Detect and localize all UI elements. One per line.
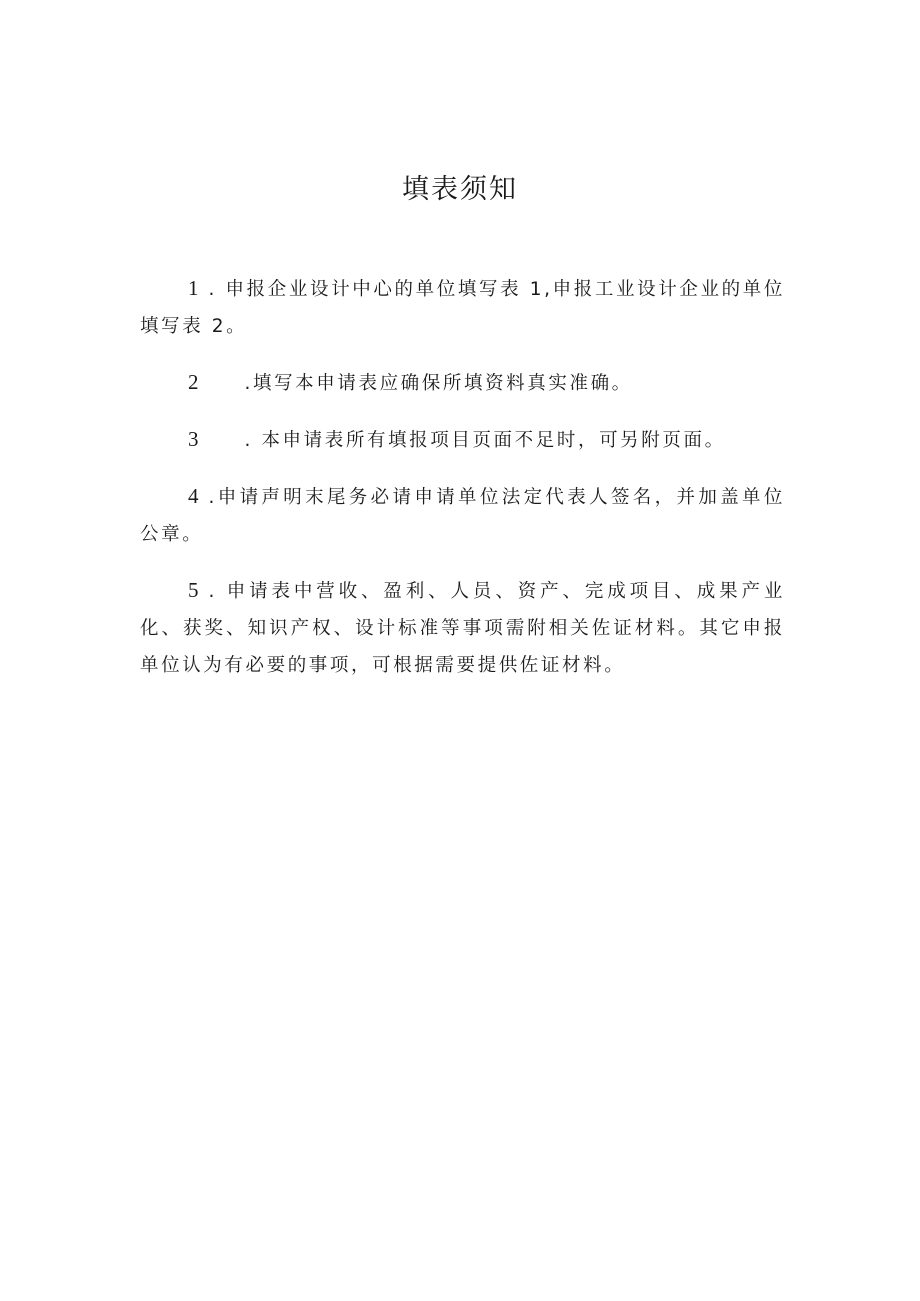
item-number: 5	[188, 578, 199, 602]
item-text: . 本申请表所有填报项目页面不足时，可另附页面。	[244, 430, 726, 451]
item-text: . 申报企业设计中心的单位填写表 1,申报工业设计企业的单位填写表 2。	[140, 279, 785, 337]
page-title: 填表须知	[402, 174, 518, 205]
instruction-item-5	[140, 572, 785, 684]
instructions-list	[140, 270, 785, 703]
item-text: .申请声明末尾务必请申请单位法定代表人签名，并加盖单位公章。	[140, 487, 785, 545]
item-number: 3	[188, 427, 199, 451]
instruction-item-4	[140, 478, 785, 553]
item-number: 1	[188, 276, 199, 300]
instruction-item-3	[140, 421, 785, 459]
item-number: 4	[188, 484, 199, 508]
item-number: 2	[188, 370, 199, 394]
instruction-item-1	[140, 270, 785, 345]
item-text: .填写本申请表应确保所填资料真实准确。	[244, 373, 633, 394]
instruction-item-2	[140, 364, 785, 402]
item-text: . 申请表中营收、盈利、人员、资产、完成项目、成果产业化、获奖、知识产权、设计标准等事项需附相关佐证材料。其它申报单位认为有必要的事项，可根据需要提供佐证材料。	[140, 581, 785, 676]
